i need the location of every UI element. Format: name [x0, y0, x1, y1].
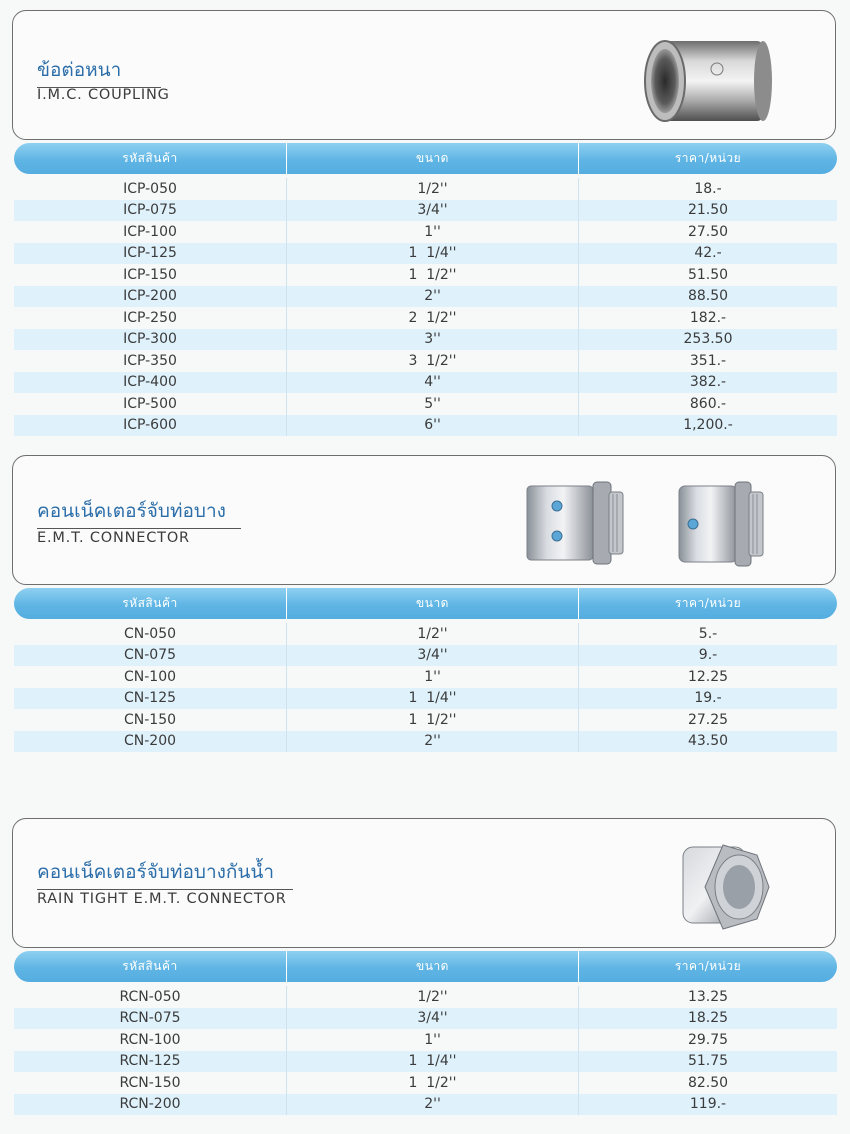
table-row: [14, 264, 837, 286]
cell-code: ICP-125: [14, 243, 287, 265]
cell-size: 3/4'': [287, 645, 579, 667]
emt-connector-image: [513, 472, 813, 576]
cell-code: CN-150: [14, 709, 287, 731]
cell-price: 18.-: [694, 180, 722, 197]
cell-size: 2'': [287, 286, 579, 308]
header-price: ราคา/หน่วย: [674, 596, 742, 610]
cell-price: 29.75: [687, 1031, 729, 1048]
rain-tight-connector-table: [14, 986, 837, 1115]
cell-price: 182.-: [689, 309, 727, 326]
table-header: [14, 951, 837, 982]
cell-size: 1 1/4'': [287, 1051, 579, 1073]
cell-code: ICP-600: [14, 415, 287, 437]
cell-code: ICP-200: [14, 286, 287, 308]
cell-code: ICP-050: [14, 178, 287, 200]
cell-size: 3'': [287, 329, 579, 351]
cell-price: 82.50: [687, 1074, 729, 1091]
table-header: [14, 588, 837, 619]
cell-price: 19.-: [694, 690, 722, 707]
cell-price: 27.50: [687, 223, 729, 240]
cell-code: ICP-075: [14, 200, 287, 222]
header-size: ขนาด: [287, 588, 579, 619]
header-code: รหัสสินค้า: [14, 951, 287, 982]
table-row: [14, 1029, 837, 1051]
cell-size: 2'': [287, 1094, 579, 1116]
cell-price: 88.50: [687, 288, 729, 305]
cell-price: 51.50: [687, 266, 729, 283]
cell-code: RCN-100: [14, 1029, 287, 1051]
table-row: [14, 666, 837, 688]
header-price: ราคา/หน่วย: [674, 959, 742, 973]
cell-price: 43.50: [687, 733, 729, 750]
table-row: [14, 329, 837, 351]
table-row: [14, 1051, 837, 1073]
table-row: [14, 307, 837, 329]
cell-size: 3 1/2'': [287, 350, 579, 372]
section-thai-title: ข้อต่อหนา: [37, 55, 161, 88]
cell-code: CN-100: [14, 666, 287, 688]
table-row: [14, 243, 837, 265]
table-row: [14, 415, 837, 437]
cell-code: RCN-200: [14, 1094, 287, 1116]
rain-tight-connector-image: [675, 839, 775, 935]
cell-price: 9.-: [698, 647, 718, 664]
emt-connector-card: [12, 455, 836, 585]
imc-coupling-card: [12, 10, 836, 140]
cell-code: ICP-400: [14, 372, 287, 394]
header-code: รหัสสินค้า: [14, 588, 287, 619]
cell-code: CN-075: [14, 645, 287, 667]
cell-code: ICP-500: [14, 393, 287, 415]
section-thai-title: คอนเน็คเตอร์จับท่อบางกันน้ำ: [37, 857, 293, 890]
header-price: ราคา/หน่วย: [674, 151, 742, 165]
table-row: [14, 221, 837, 243]
table-row: [14, 1094, 837, 1116]
cell-code: CN-050: [14, 623, 287, 645]
cell-size: 1 1/2'': [287, 264, 579, 286]
cell-code: ICP-100: [14, 221, 287, 243]
table-row: [14, 286, 837, 308]
cell-price: 42.-: [694, 245, 722, 262]
cell-code: RCN-075: [14, 1008, 287, 1030]
section-english-title: E.M.T. CONNECTOR: [37, 530, 190, 546]
table-row: [14, 709, 837, 731]
imc-coupling-image: [641, 35, 775, 129]
cell-code: CN-125: [14, 688, 287, 710]
cell-size: 3/4'': [287, 1008, 579, 1030]
cell-size: 1 1/4'': [287, 243, 579, 265]
cell-price: 119.-: [689, 1096, 727, 1113]
imc-coupling-table: [14, 178, 837, 436]
table-row: [14, 688, 837, 710]
cell-size: 1 1/2'': [287, 709, 579, 731]
cell-price: 51.75: [687, 1053, 729, 1070]
cell-price: 860.-: [689, 395, 727, 412]
cell-size: 1'': [287, 1029, 579, 1051]
table-row: [14, 731, 837, 753]
cell-price: 13.25: [687, 988, 729, 1005]
table-row: [14, 645, 837, 667]
header-size: ขนาด: [287, 143, 579, 174]
cell-price: 1,200.-: [683, 417, 733, 434]
cell-price: 21.50: [687, 202, 729, 219]
header-size: ขนาด: [287, 951, 579, 982]
cell-size: 1/2'': [287, 623, 579, 645]
table-row: [14, 623, 837, 645]
cell-size: 5'': [287, 393, 579, 415]
cell-price: 382.-: [689, 374, 727, 391]
cell-price: 27.25: [687, 711, 729, 728]
cell-size: 1/2'': [287, 986, 579, 1008]
table-row: [14, 372, 837, 394]
section-thai-title: คอนเน็คเตอร์จับท่อบาง: [37, 496, 241, 529]
cell-code: RCN-150: [14, 1072, 287, 1094]
rain-tight-connector-card: [12, 818, 836, 948]
cell-code: RCN-050: [14, 986, 287, 1008]
table-row: [14, 178, 837, 200]
table-row: [14, 200, 837, 222]
table-header: [14, 143, 837, 174]
cell-price: 12.25: [687, 668, 729, 685]
section-english-title: RAIN TIGHT E.M.T. CONNECTOR: [37, 891, 287, 907]
table-row: [14, 350, 837, 372]
cell-size: 2'': [287, 731, 579, 753]
table-row: [14, 986, 837, 1008]
cell-size: 1/2'': [287, 178, 579, 200]
cell-code: ICP-150: [14, 264, 287, 286]
cell-size: 1 1/2'': [287, 1072, 579, 1094]
cell-price: 253.50: [683, 331, 733, 348]
cell-code: ICP-350: [14, 350, 287, 372]
cell-code: ICP-300: [14, 329, 287, 351]
cell-size: 6'': [287, 415, 579, 437]
cell-code: ICP-250: [14, 307, 287, 329]
table-row: [14, 1008, 837, 1030]
cell-size: 2 1/2'': [287, 307, 579, 329]
cell-price: 351.-: [689, 352, 727, 369]
cell-size: 3/4'': [287, 200, 579, 222]
cell-code: CN-200: [14, 731, 287, 753]
cell-price: 18.25: [687, 1010, 729, 1027]
table-row: [14, 393, 837, 415]
cell-size: 1'': [287, 666, 579, 688]
cell-code: RCN-125: [14, 1051, 287, 1073]
header-code: รหัสสินค้า: [14, 143, 287, 174]
cell-size: 1'': [287, 221, 579, 243]
emt-connector-table: [14, 623, 837, 752]
cell-size: 1 1/4'': [287, 688, 579, 710]
section-english-title: I.M.C. COUPLING: [37, 87, 170, 103]
cell-size: 4'': [287, 372, 579, 394]
cell-price: 5.-: [698, 625, 718, 642]
table-row: [14, 1072, 837, 1094]
